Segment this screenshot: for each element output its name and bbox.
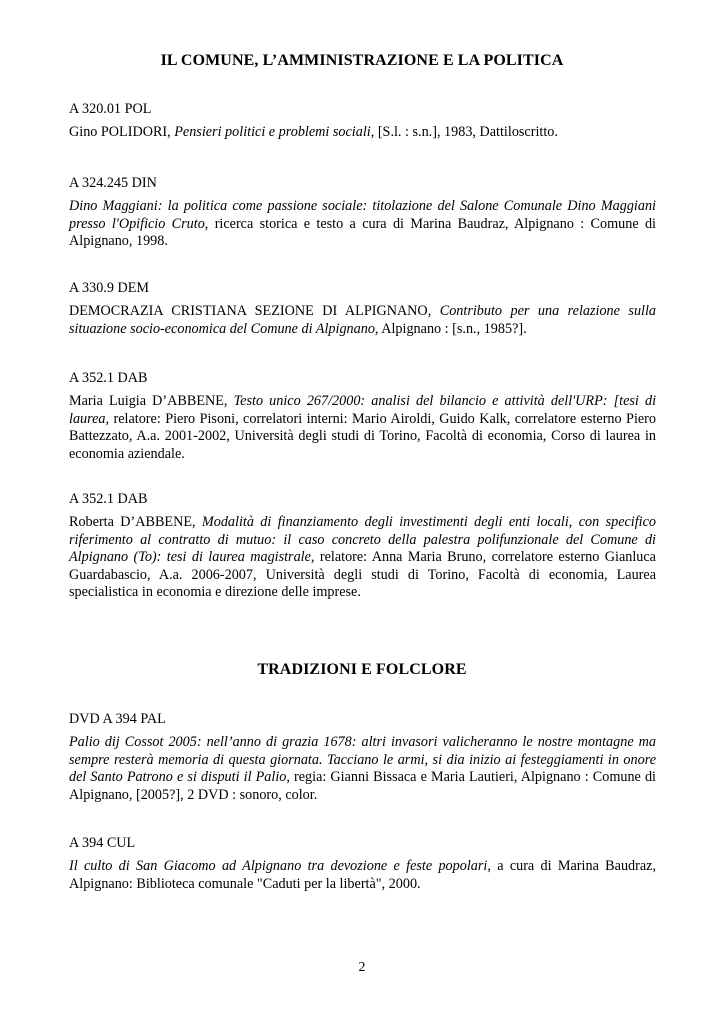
- citation-text: [69, 734, 656, 804]
- citation-details: , relatore: Piero Pisoni, correlatori interni: Mario Airoldi, Guido Kalk, correlatore esterno Piero Battezzato, A.a. 2001-2002, Università degli studi di Torino, Facoltà di economia, Corso di laurea in economia aziendale.: [69, 410, 656, 462]
- citation-details: , a cura di Marina Baudraz, Alpignano: Biblioteca comunale "Caduti per la libertà", 2000.: [69, 858, 656, 892]
- citation-title: Il culto di San Giacomo ad Alpignano tra devozione e feste popolari: [69, 858, 488, 874]
- citation-title: Palio dij Cossot 2005: nell’anno di grazia 1678: altri invasori valicheranno le nostre montagne ma sempre resterà memoria di questa giornata. Tacciano le armi, si dia inizio ai festeggiamenti in onore del Santo Patrono e si disputi il Palio: [69, 734, 656, 786]
- citation-title: Pensieri politici e problemi sociali: [174, 124, 371, 140]
- citation-title: Modalità di finanziamento degli investimenti degli enti locali, con specifico riferimento al contratto di mutuo: il caso concreto della palestra polifunzionale del Comune di Alpignano (To): tesi di laurea magistrale: [69, 514, 656, 566]
- call-number: A 394 CUL: [69, 835, 136, 851]
- citation-author: Gino POLIDORI: [69, 124, 168, 140]
- citation-details: , [S.l. : s.n.], 1983, Dattiloscritto.: [370, 124, 558, 140]
- citation-title: Dino Maggiani: la politica come passione sociale: titolazione del Salone Comunale Dino Maggiani presso l'Opificio Cruto: [69, 198, 656, 232]
- call-number: DVD A 394 PAL: [69, 711, 166, 727]
- citation-text: DEMOCRAZIA CRISTIANA SEZIONE DI ALPIGNANO, Contributo per una relazione sulla situazione socio-economica del Comune di Alpignano, Alpignano : [s.n., 1985?].: [69, 303, 657, 337]
- call-number: A 324.245 DIN: [69, 175, 157, 191]
- bibliography-entry: [69, 280, 656, 338]
- bibliography-entry: [69, 711, 656, 804]
- citation-details: , ricerca storica e testo a cura di Marina Baudraz, Alpignano : Comune di Alpignano, 1998.: [69, 215, 656, 250]
- citation-title: Contributo per una relazione sulla situazione socio-economica del Comune di Alpignano: [69, 303, 657, 337]
- bibliography-entry: [69, 101, 656, 142]
- call-number: A 330.9 DEM: [69, 280, 150, 296]
- citation-author: Roberta D’ABBENE: [69, 514, 192, 530]
- call-number: A 352.1 DAB: [69, 491, 148, 507]
- citation-text: Gino POLIDORI, Pensieri politici e problemi sociali, [S.l. : s.n.], 1983, Dattiloscritto.: [69, 124, 558, 140]
- citation-details: , Alpignano : [s.n., 1985?].: [374, 320, 527, 337]
- citation-text: [69, 198, 656, 251]
- call-number: A 320.01 POL: [69, 101, 152, 117]
- bibliography-entry: [69, 835, 656, 893]
- citation-text: Maria Luigia D’ABBENE, Testo unico 267/2000: analisi del bilancio e attività dell'URP: [tesi di laurea, relatore: Piero Pisoni, correlatori interni: Mario Airoldi, Guido Kalk, correlatore esterno Piero Battezzato, A.a. 2001-2002, Università degli studi di Torino, Facoltà di economia, Corso di laurea in economia aziendale.: [69, 393, 657, 462]
- bibliography-entry: [69, 370, 656, 463]
- citation-author: DEMOCRAZIA CRISTIANA SEZIONE DI ALPIGNANO: [69, 303, 428, 319]
- section-heading-comune: IL COMUNE, L’AMMINISTRAZIONE E LA POLITICA: [160, 52, 564, 69]
- section-heading-tradizioni: TRADIZIONI E FOLCLORE: [257, 661, 467, 678]
- citation-details: , relatore: Anna Maria Bruno, correlatore esterno Gianluca Guardabascio, A.a. 2006-2007, Università degli studi di Torino, Facoltà di economia, Laurea specialistica in economia e direzione delle imprese.: [69, 549, 656, 601]
- citation-text: [69, 858, 656, 893]
- bibliography-entry: [69, 175, 656, 251]
- call-number: A 352.1 DAB: [69, 370, 148, 386]
- citation-details: , regia: Gianni Bissaca e Maria Lautieri, Alpignano : Comune di Alpignano, [2005?], 2 DVD : sonoro, color.: [69, 769, 656, 803]
- citation-text: Roberta D’ABBENE, Modalità di finanziamento degli investimenti degli enti locali, con specifico riferimento al contratto di mutuo: il caso concreto della palestra polifunzionale del Comune di Alpignano (To): tesi di laurea magistrale, relatore: Anna Maria Bruno, correlatore esterno Gianluca Guardabascio, A.a. 2006-2007, Università degli studi di Torino, Facoltà di economia, Laurea specialistica in economia e direzione delle imprese.: [69, 514, 656, 601]
- bibliography-entry: [69, 491, 656, 602]
- page-number: 2: [358, 960, 366, 975]
- citation-title: Testo unico 267/2000: analisi del bilancio e attività dell'URP: [tesi di laurea: [69, 393, 657, 427]
- citation-author: Maria Luigia D’ABBENE: [69, 393, 224, 409]
